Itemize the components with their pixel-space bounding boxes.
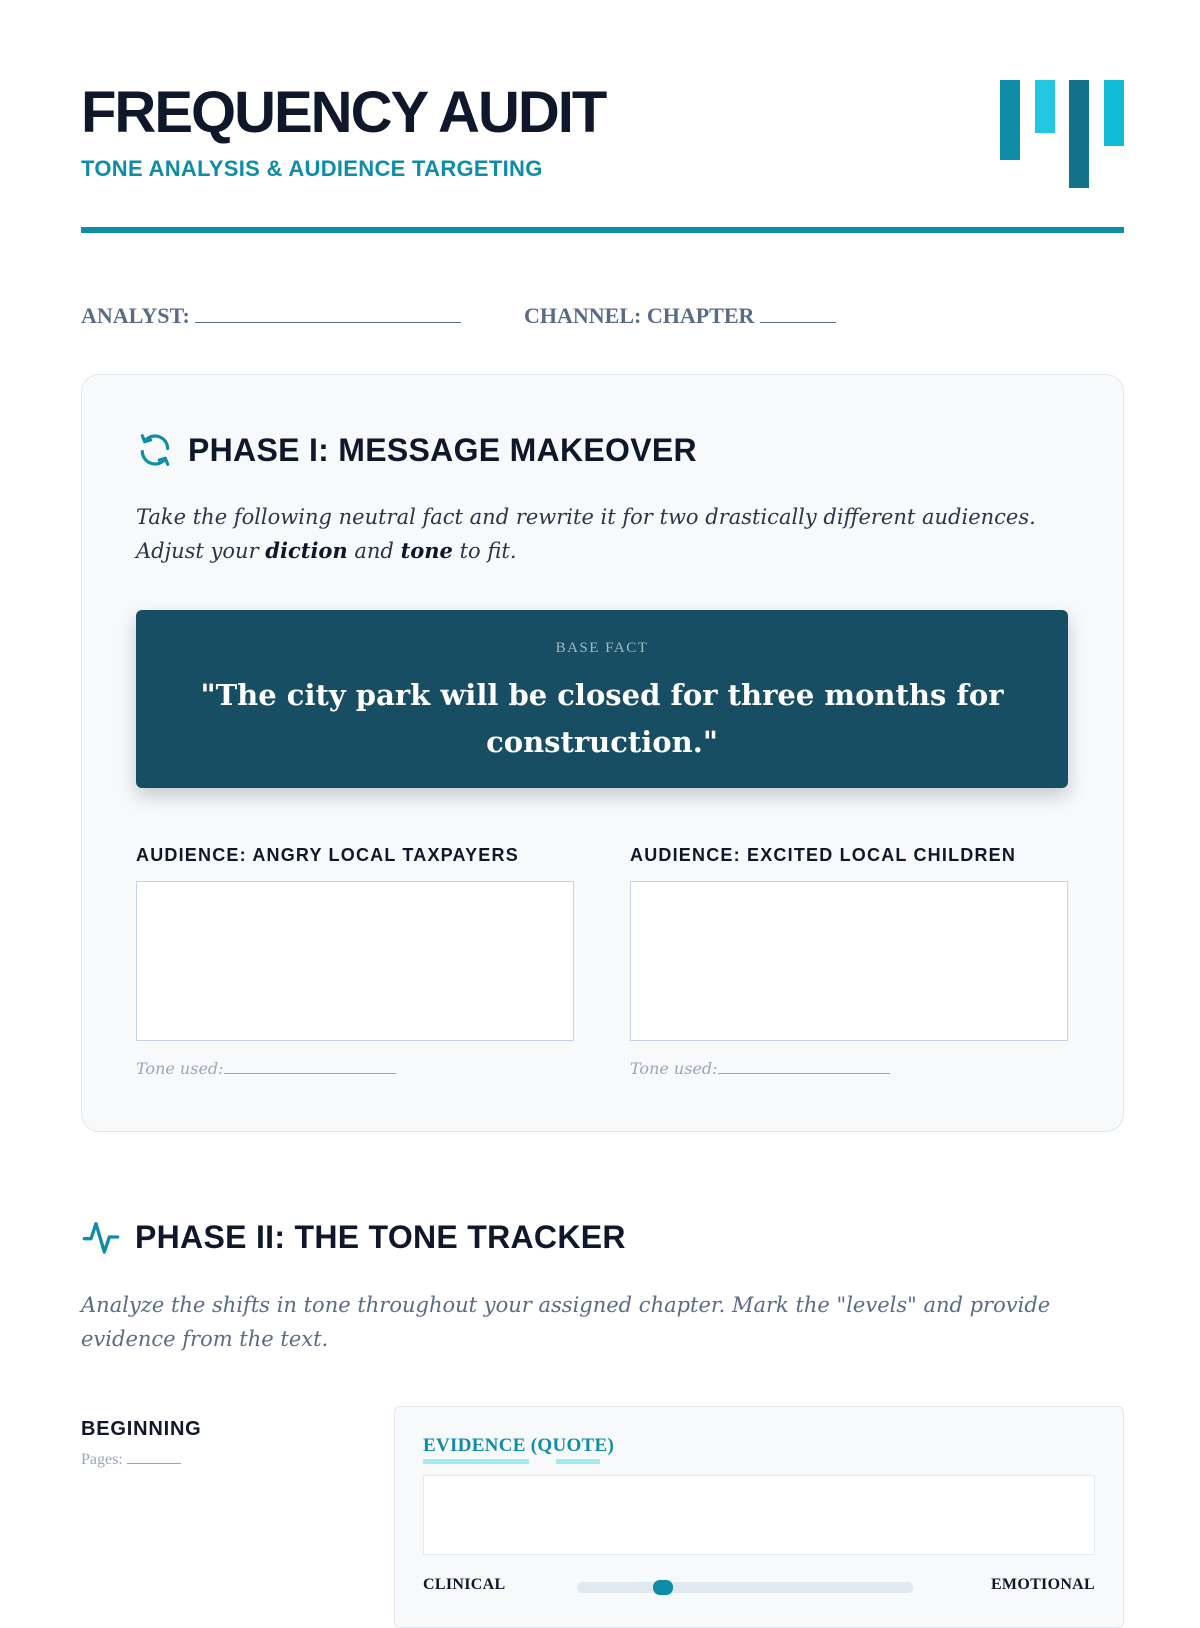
tone-slider-knob[interactable]: [653, 1580, 673, 1595]
highlight-mark: [556, 1459, 600, 1464]
evidence-title: EVIDENCE (QUOTE): [423, 1435, 614, 1457]
tone-blank[interactable]: [718, 1059, 890, 1074]
highlight-mark: [423, 1459, 529, 1464]
base-fact-label: BASE FACT: [555, 640, 649, 656]
instruction-line-1: Take the following neutral fact and rewrite it for two drastically different audiences.: [136, 505, 1036, 529]
rewrite-box-taxpayers[interactable]: [136, 881, 574, 1041]
tone-used-taxpayers[interactable]: Tone used:: [136, 1059, 396, 1078]
instruction-line-2: Adjust your diction and tone to fit.: [136, 538, 517, 563]
evidence-card: [394, 1406, 1124, 1628]
base-fact-panel: [136, 610, 1068, 788]
phase-two-title: PHASE II: THE TONE TRACKER: [135, 1218, 626, 1255]
analyst-field[interactable]: [81, 302, 461, 329]
channel-field[interactable]: [524, 302, 836, 329]
page-title: FREQUENCY AUDIT: [81, 80, 606, 145]
audience-label-children: AUDIENCE: EXCITED LOCAL CHILDREN: [630, 845, 1017, 865]
refresh-icon: [136, 431, 174, 469]
tone-slider-track[interactable]: [577, 1582, 913, 1593]
tone-used-children[interactable]: Tone used:: [630, 1059, 890, 1078]
stage-pages[interactable]: Pages:: [81, 1451, 202, 1469]
channel-label: CHANNEL: CHAPTER: [524, 303, 755, 328]
phase-one-title: PHASE I: MESSAGE MAKEOVER: [188, 431, 697, 468]
stage-beginning: [81, 1418, 202, 1469]
scale-right-label: EMOTIONAL: [990, 1576, 1095, 1593]
phase-two-heading: [81, 1217, 626, 1257]
scale-left-label: CLINICAL: [423, 1576, 506, 1593]
base-fact-text: "The city park will be closed for three months for construction.": [200, 678, 1004, 759]
bar-mark-icon: [1000, 80, 1124, 188]
analyst-blank[interactable]: [195, 302, 461, 323]
rewrite-box-children[interactable]: [630, 881, 1068, 1041]
phase-one-heading: [136, 431, 697, 469]
header-divider: [81, 227, 1124, 233]
page-subtitle: TONE ANALYSIS & AUDIENCE TARGETING: [81, 156, 543, 181]
audience-label-taxpayers: AUDIENCE: ANGRY LOCAL TAXPAYERS: [136, 845, 519, 865]
phase-one-card: [81, 374, 1124, 1132]
phase-one-instructions: [136, 500, 1076, 568]
analyst-label: ANALYST:: [81, 303, 190, 328]
chapter-blank[interactable]: [760, 302, 836, 323]
pulse-icon: [81, 1217, 121, 1257]
pages-blank[interactable]: [127, 1451, 181, 1464]
tone-blank[interactable]: [224, 1059, 396, 1074]
stage-name: BEGINNING: [81, 1418, 202, 1440]
evidence-quote-box[interactable]: [423, 1475, 1095, 1555]
phase-two-instructions: Analyze the shifts in tone throughout your assigned chapter. Mark the "levels" and provide evidence from the text.: [81, 1293, 1051, 1351]
